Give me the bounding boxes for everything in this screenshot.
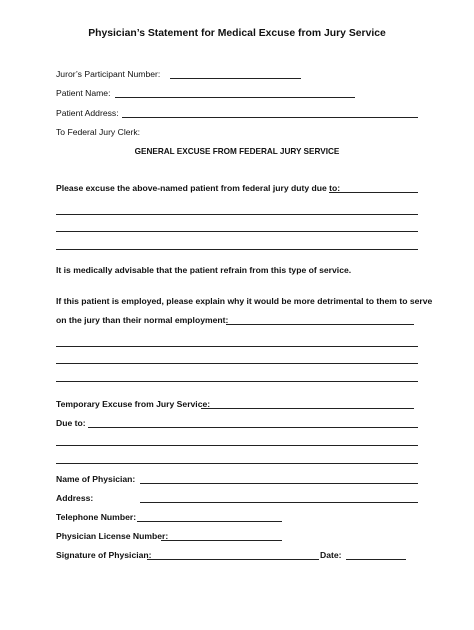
signature-label: Signature of Physician: [56,550,152,560]
juror-number-field[interactable] [170,78,301,79]
employment-explanation-line-1[interactable] [56,346,418,347]
patient-name-label: Patient Name: [56,88,111,98]
excuse-reason-line-1[interactable] [56,214,418,215]
signature-field[interactable] [147,559,319,560]
due-to-line-1[interactable] [56,445,418,446]
employed-prompt-line2: on the jury than their normal employment: [56,315,229,325]
telephone-label: Telephone Number: [56,512,137,522]
due-to-field[interactable] [88,427,418,428]
form-title: Physician’s Statement for Medical Excuse from Jury Service [88,28,386,39]
employment-explanation-line-2[interactable] [56,363,418,364]
employed-prompt-line1: If this patient is employed, please explain why it would be more detrimental to them to serve [56,296,433,306]
temporary-excuse-field[interactable] [201,408,414,409]
license-field[interactable] [161,540,282,541]
clerk-label: To Federal Jury Clerk: [56,127,141,137]
physician-address-field[interactable] [140,502,418,503]
excuse-reason-line-2[interactable] [56,231,418,232]
juror-number-label: Juror’s Participant Number: [56,69,161,79]
patient-address-label: Patient Address: [56,108,119,118]
date-label: Date: [320,550,342,560]
telephone-field[interactable] [137,521,282,522]
excuse-reason-field[interactable] [329,192,418,193]
employment-explanation-field[interactable] [226,324,414,325]
license-label: Physician License Number: [56,531,169,541]
excuse-reason-line-3[interactable] [56,249,418,250]
employment-explanation-line-3[interactable] [56,381,418,382]
physician-name-field[interactable] [140,483,418,484]
temporary-excuse-label: Temporary Excuse from Jury Service: [56,399,211,409]
due-to-label: Due to: [56,418,86,428]
date-field[interactable] [346,559,406,560]
due-to-line-2[interactable] [56,463,418,464]
patient-address-field[interactable] [122,117,418,118]
patient-name-field[interactable] [115,97,355,98]
advisory-statement: It is medically advisable that the patient refrain from this type of service. [56,265,352,275]
excuse-prompt: Please excuse the above-named patient from federal jury duty due to: [56,183,341,193]
physician-name-label: Name of Physician: [56,474,136,484]
physician-address-label: Address: [56,493,94,503]
section-heading: GENERAL EXCUSE FROM FEDERAL JURY SERVICE [134,147,340,156]
